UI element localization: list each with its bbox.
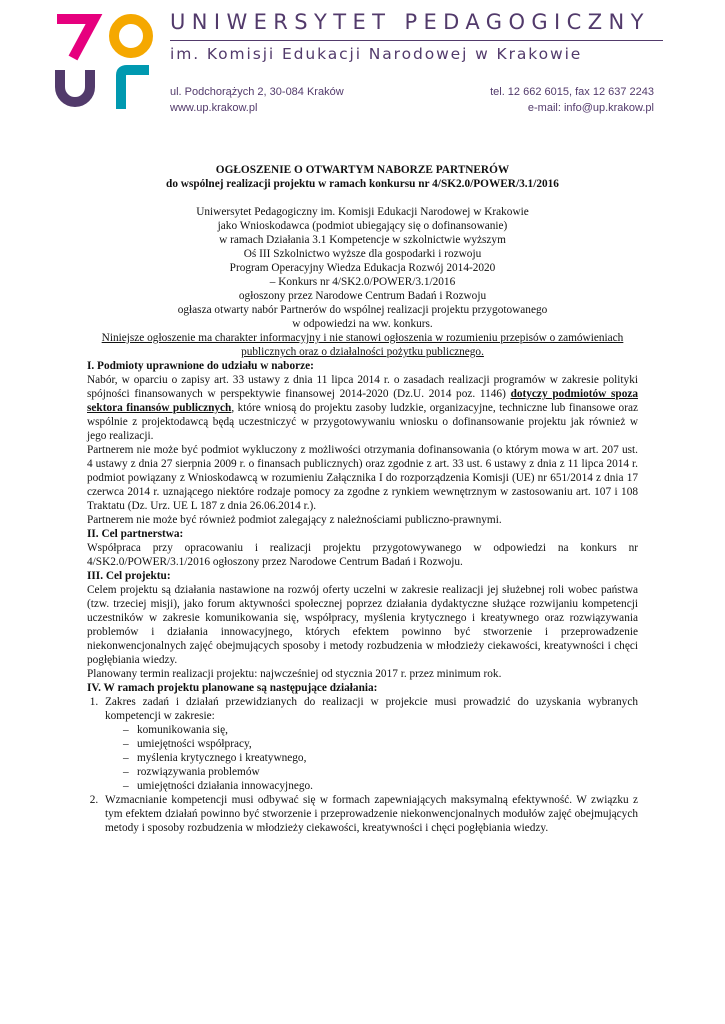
list-item [101,793,638,835]
intro-line: ogłoszony przez Narodowe Centrum Badań i Rozwoju [238,290,487,302]
section-1-paragraph-3: Partnerem nie może być również podmiot zalegający z należnościami publiczno-prawnymi. [87,514,502,526]
intro-line: jako Wnioskodawca (podmiot ubiegający się o dofinansowanie) [217,220,508,232]
section-1-emphasis: dotyczy podmiotów spoza sektora finansów publicznych [87,388,639,414]
address: ul. Podchorążych 2, 30-084 Kraków [170,86,344,98]
intro-line: ogłasza otwarty nabór Partnerów do wspólnej realizacji projektu przygotowanego [177,304,548,316]
document-body [87,163,638,835]
section-3-paragraph-2: Planowany termin realizacji projektu: najwcześniej od stycznia 2017 r. przez minimum rok. [87,668,502,680]
activities-list [87,695,638,835]
logo-seven-glyph [57,19,94,58]
intro-line: – Konkurs nr 4/SK2.0/POWER/3.1/2016 [269,276,456,288]
section-4-heading: IV. W ramach projektu planowane są następujące działania: [87,682,378,694]
section-2-paragraph: Współpraca przy opracowaniu i realizacji projektu przygotowywanego w odpowiedzi na konkurs nr 4/SK2.0/POWER/3.1/2016 ogłoszony przez Narodowe Centrum Badań i Rozwoju. [87,542,638,568]
intro-line: Program Operacyjny Wiedza Edukacja Rozwój 2014-2020 [229,262,496,274]
university-subtitle: im. Komisji Edukacji Narodowej w Krakowie [170,45,583,63]
list-item [101,695,638,793]
list-item: – komunikowania się, [123,723,638,737]
logo-zero-glyph [114,19,148,53]
section-1-text-b: , które wniosą do projektu zasoby ludzkie, organizacyjne, techniczne lub finansowe oraz wspólnie z projektodawcą będą uczestniczyć w przygotowywaniu wniosku o dofinansowanie projektu jak również w jego realizacji. [87,402,638,442]
section-2-heading: II. Cel partnerstwa: [87,528,184,540]
university-logo [53,12,155,112]
section-1-text-a: Nabór, w oparciu o zapisy art. 33 ustawy z dnia 11 lipca 2014 r. o zasadach realizacji programów w zakresie polityki spójności finansowanych w perspektywie finansowej 2014-2020 (Dz.U. 2014 poz. 1146) [87,374,638,400]
announcement-subtitle: do wspólnej realizacji projektu w ramach konkursu nr 4/SK2.0/POWER/3.1/2016 [166,178,559,190]
section-3-paragraph: Celem projektu są działania nastawione na rozwój oferty uczelni w zakresie realizacji jej służebnej roli wobec państwa (tzw. trzeciej misji), jako forum aktywności społecznej poprzez działania dydaktyczne służące rozwijaniu kompetencji uczestników w zakresie komunikowania się, współpracy, myślenia krytycznego i kreatywnego oraz rozwiązywania problemów i działania innowacyjnego, których efektem powinno być stworzenie i przeprowadzenie niekonwencjonalnych zajęć obejmujących sposoby i metody rozbudzenia w młodzieży ciekawości, kreatywności i chęci pogłębiania wiedzy. [87,584,638,666]
header-divider [170,40,663,41]
activity-2-text: Wzmacnianie kompetencji musi odbywać się w formach zapewniających maksymalną efektywność. W związku z tym efektem działań powinno być stworzenie i przeprowadzenie niekonwencjonalnych modułów zajęć obejmujących metody i sposoby rozbudzenia w młodzieży ciekawości, kreatywności i chęci pogłębiania wiedzy. [105,794,638,834]
announcement-title: OGŁOSZENIE O OTWARTYM NABORZE PARTNERÓW [215,164,510,176]
logo-u-glyph [60,70,90,102]
list-item: – rozwiązywania problemów [123,765,638,779]
logo-p-glyph [121,70,149,109]
intro-line: w ramach Działania 3.1 Kompetencje w szkolnictwie wyższym [219,234,506,246]
section-3-heading: III. Cel projektu: [87,570,171,582]
university-name: UNIWERSYTET PEDAGOGICZNY [170,10,650,34]
section-1-heading: I. Podmioty uprawnione do udziału w naborze: [87,360,314,372]
list-item: – myślenia krytycznego i kreatywnego, [123,751,638,765]
section-1-paragraph-2: Partnerem nie może być podmiot wykluczony z możliwości otrzymania dofinansowania (o którym mowa w art. 207 ust. 4 ustawy z dnia 27 sierpnia 2009 r. o finansach publicznych) oraz zgodnie z art. 33 ust. 6 ustawy z dnia z 11 lipca 2014 r. podmiot powiązany z Wnioskodawcą w rozumieniu Załącznika I do rozporządzenia Komisji (UE) nr 651/2014 z dnia 17 czerwca 2014 r. uznającego niektóre rodzaje pomocy za zgodne z rynkiem wewnętrznym w zastosowaniu art. 107 i 108 Traktatu (Dz. Urz. UE L 187 z dnia 26.06.2014 r.). [87,444,638,512]
website-link[interactable]: www.up.krakow.pl [170,102,258,114]
intro-line: Oś III Szkolnictwo wyższe dla gospodarki i rozwoju [243,248,482,260]
list-item: – umiejętności współpracy, [123,737,638,751]
list-item: – umiejętności działania innowacyjnego. [123,779,638,793]
activity-1-text: Zakres zadań i działań przewidzianych do realizacji w projekcie musi prowadzić do uzyskania wybranych kompetencji w zakresie: [105,696,638,722]
intro-block [87,205,638,359]
section-1-paragraph [87,373,638,443]
intro-line: w odpowiedzi na ww. konkurs. [292,318,433,330]
disclaimer: Niniejsze ogłoszenie ma charakter informacyjny i nie stanowi ogłoszenia w rozumieniu przepisów o zamówieniach publicznych oraz o działalności pożytku publicznego. [101,332,624,358]
contact-left [170,84,344,116]
contact-right [490,84,654,116]
phone-fax: tel. 12 662 6015, fax 12 637 2243 [490,86,654,98]
email-link[interactable]: e-mail: info@up.krakow.pl [527,102,654,114]
competencies-list [105,723,638,793]
intro-line: Uniwersytet Pedagogiczny im. Komisji Edukacji Narodowej w Krakowie [196,206,529,218]
